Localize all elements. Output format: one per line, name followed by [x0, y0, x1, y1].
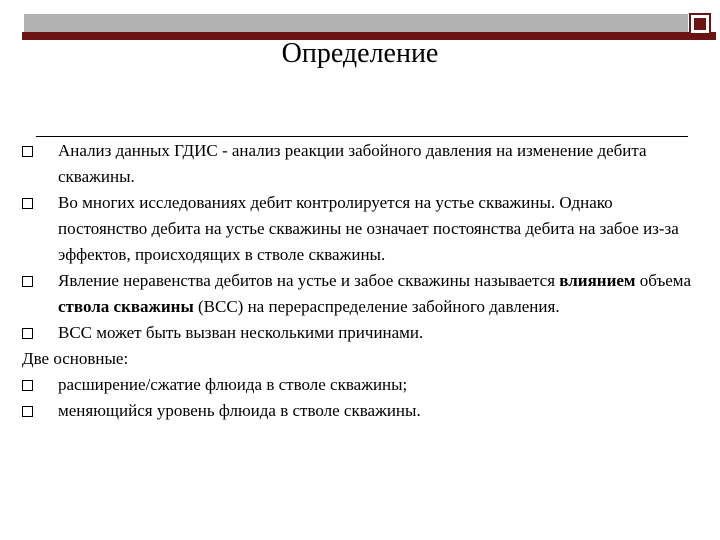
bullet-text: Во многих исследованиях дебит контролируется на устье скважины. Однако постоянство дебита на устье скважины не означает постоянства дебита на забое из-за эффектов, происходящих в стволе скважины.: [58, 193, 679, 264]
bullet-item: [22, 268, 698, 320]
bold-term-wellbore: ствола скважины: [58, 297, 194, 316]
square-bullet-icon: [22, 380, 33, 391]
square-bullet-icon: [22, 146, 33, 157]
square-bullet-icon: [22, 198, 33, 209]
bullet-item: [22, 138, 698, 190]
bold-term-influence: влиянием: [559, 271, 636, 290]
subheading: Две основные:: [22, 349, 129, 368]
bullet-text-part: Явление неравенства дебитов на устье и забое скважины называется: [58, 271, 560, 290]
slide-body: [22, 138, 698, 424]
bullet-text-part: объема: [635, 271, 691, 290]
bullet-text: ВСС может быть вызван несколькими причинами.: [58, 323, 424, 342]
bullet-item: [22, 320, 698, 346]
title-divider: [36, 136, 688, 137]
square-bullet-icon: [22, 276, 33, 287]
bullet-text: расширение/сжатие флюида в стволе скважины;: [58, 375, 408, 394]
bullet-text-part: (ВСС) на перераспределение забойного давления.: [193, 297, 560, 316]
square-bullet-icon: [22, 328, 33, 339]
bullet-item: [22, 190, 698, 268]
sub-bullet-item: [22, 372, 698, 398]
square-bullet-icon: [22, 406, 33, 417]
top-decorative-bar: [24, 14, 688, 32]
corner-decoration: [689, 13, 711, 35]
bullet-text: меняющийся уровень флюида в стволе скважины.: [58, 401, 421, 420]
sub-bullet-item: [22, 398, 698, 424]
slide-title: Определение: [281, 38, 439, 69]
bullet-text: Анализ данных ГДИС - анализ реакции забойного давления на изменение дебита скважины.: [58, 141, 647, 186]
